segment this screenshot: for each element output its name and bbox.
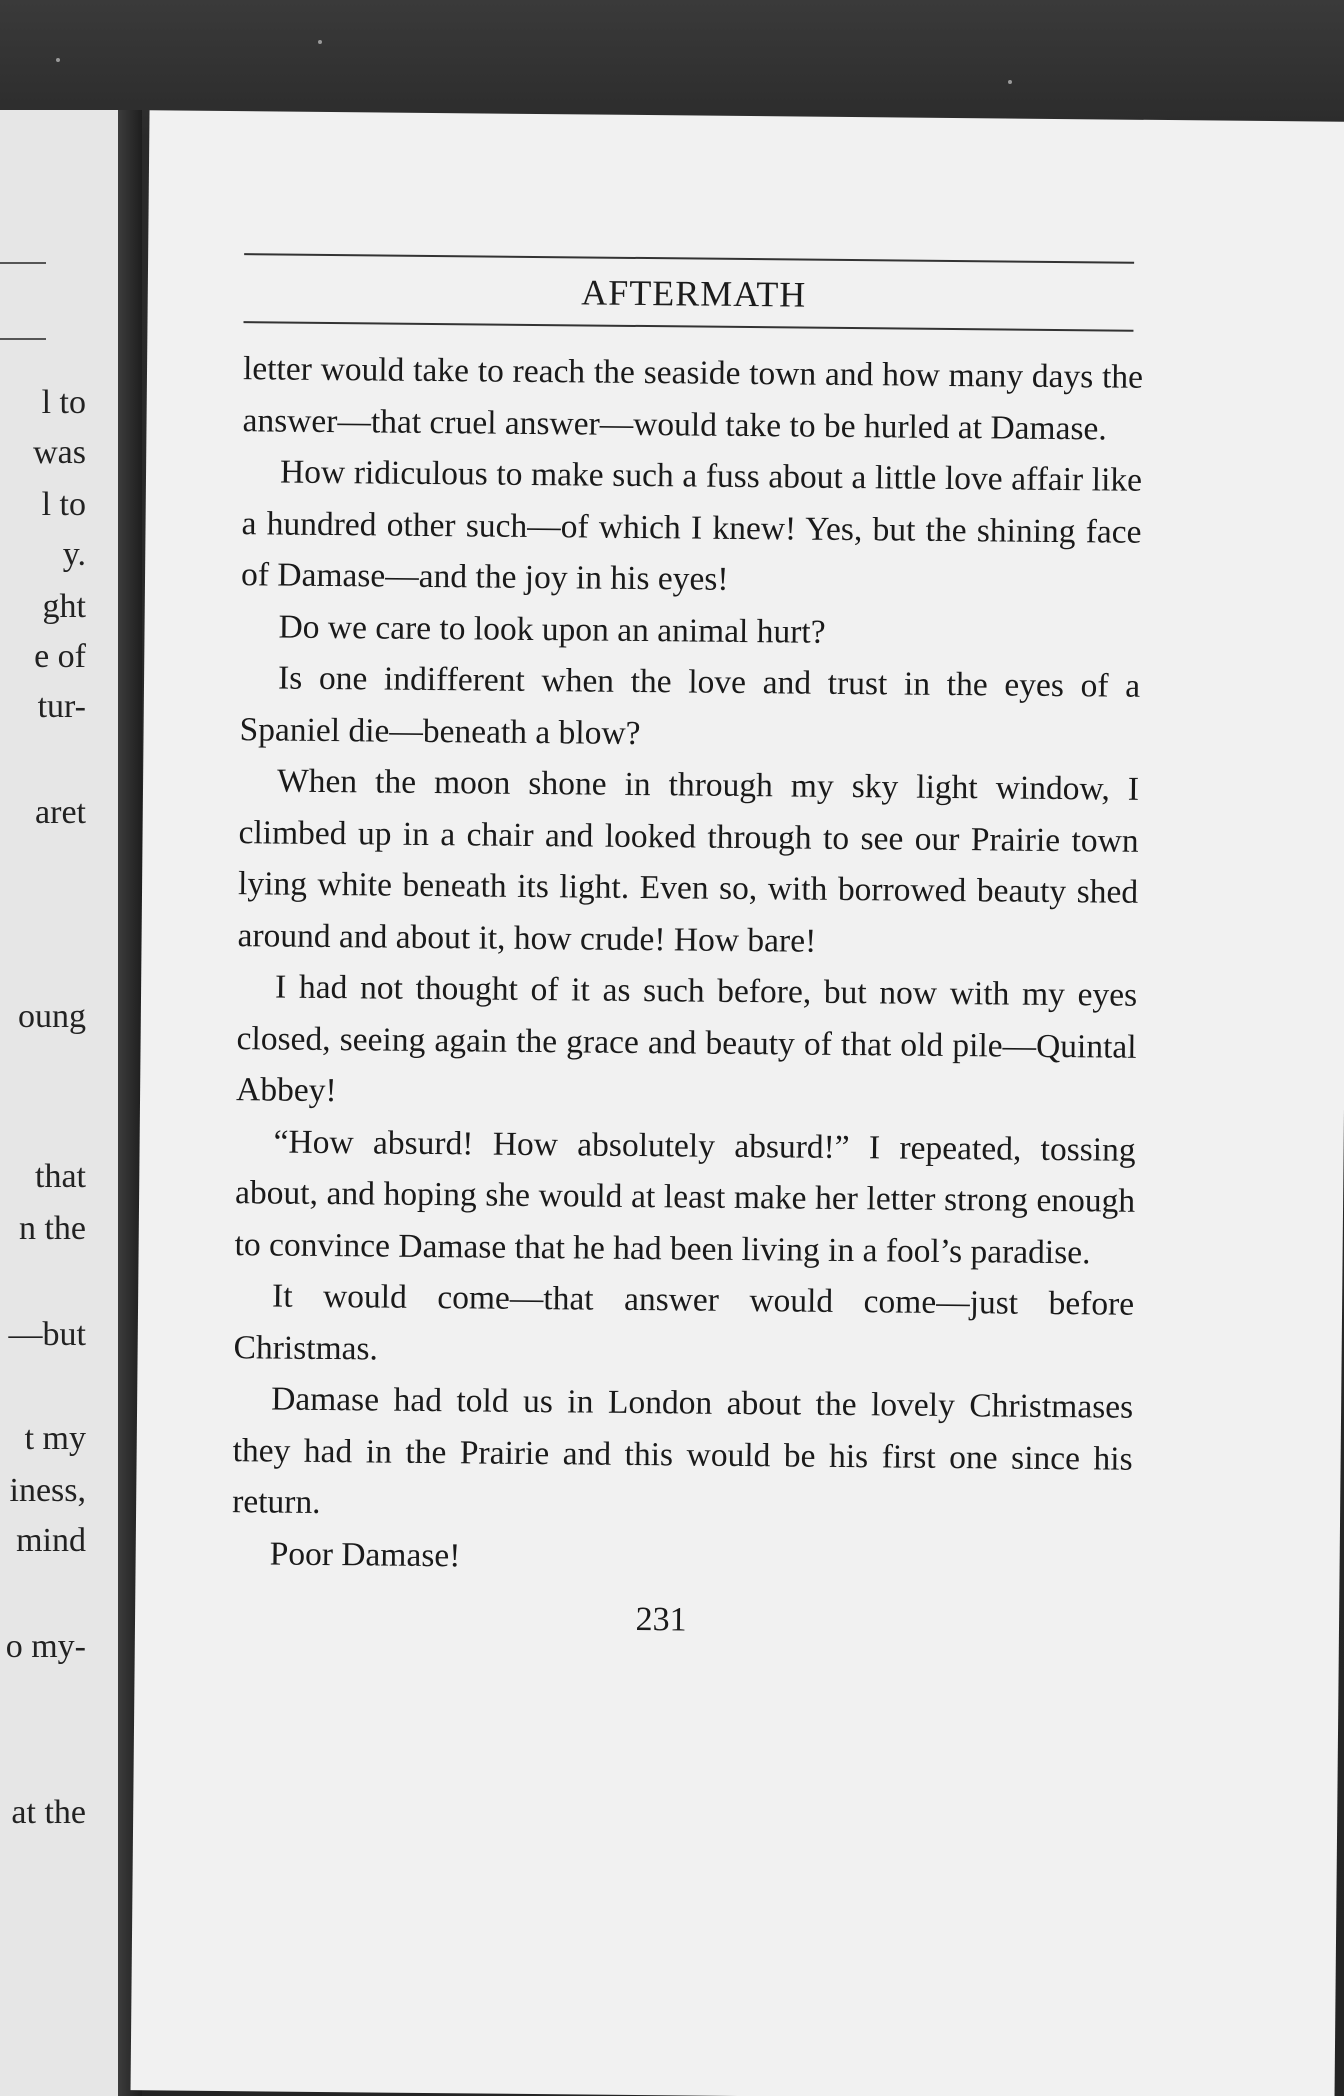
left-text-fragment: e of	[34, 638, 86, 675]
dust-speck	[56, 58, 60, 62]
left-text-fragment: ght	[42, 588, 86, 625]
left-header-rule-top	[0, 262, 46, 264]
paragraph: “How absurd! How absolutely absurd!” I repeated, tossing about, and hoping she would at least make her letter strong enough to convince Damase that he had been living in a fool’s paradise.	[234, 1123, 1136, 1271]
body-text	[231, 343, 1143, 1588]
left-text-fragment: —but	[8, 1316, 86, 1353]
header-rule-bottom	[243, 321, 1133, 332]
left-text-fragment: iness,	[9, 1472, 86, 1509]
book-page	[131, 110, 1344, 2096]
left-text-fragment: aret	[35, 794, 86, 831]
paragraph: How ridiculous to make such a fuss about a little love affair like a hundred other such—of which I knew! Yes, but the shining face of Damase—and the joy in his eyes!	[240, 453, 1143, 598]
dust-speck	[318, 40, 322, 44]
page-content	[231, 253, 1144, 1644]
left-text-fragment: l to	[41, 384, 86, 421]
left-text-fragment: l to	[41, 486, 86, 523]
dust-speck	[1008, 80, 1012, 84]
left-text-fragment: y.	[62, 536, 86, 573]
left-header-rule-bottom	[0, 338, 46, 340]
paragraph: Is one indifferent when the love and trust in the eyes of a Spaniel die—beneath a blow?	[239, 659, 1141, 752]
left-text-fragment: n the	[18, 1210, 86, 1247]
left-text-fragment: o my-	[5, 1628, 86, 1665]
page-number: 231	[635, 1601, 687, 1639]
left-text-fragment: oung	[18, 998, 86, 1035]
left-text-fragment: at the	[11, 1794, 86, 1831]
paragraph: Damase had told us in London about the lovely Christmases they had in the Prairie and this would be his first one since his return.	[232, 1380, 1134, 1521]
left-facing-page	[0, 110, 128, 2096]
paragraph: letter would take to reach the seaside town and how many days the answer—that cruel answer—would take to be hurled at Damase.	[242, 350, 1144, 447]
header-rule-top	[244, 253, 1134, 264]
paragraph: Poor Damase!	[269, 1534, 461, 1574]
running-head: AFTERMATH	[581, 272, 807, 315]
left-text-fragment: that	[35, 1158, 86, 1195]
left-text-fragment: was	[33, 434, 86, 471]
paragraph: Do we care to look upon an animal hurt?	[278, 608, 826, 651]
paragraph: When the moon shone in through my sky light window, I climbed up in a chair and looked through to see our Prairie town lying white beneath its light. Even so, with borrowed beauty shed around and about it, how crude! How bare!	[237, 762, 1140, 960]
paragraph: I had not thought of it as such before, but now with my eyes closed, seeing again the grace and beauty of that old pile—Quintal Abbey!	[235, 968, 1138, 1110]
left-text-fragment: t my	[24, 1420, 86, 1457]
left-text-fragment: mind	[16, 1522, 86, 1559]
paragraph: It would come—that answer would come—just before Christmas.	[233, 1277, 1135, 1368]
left-text-fragment: tur-	[37, 688, 86, 725]
